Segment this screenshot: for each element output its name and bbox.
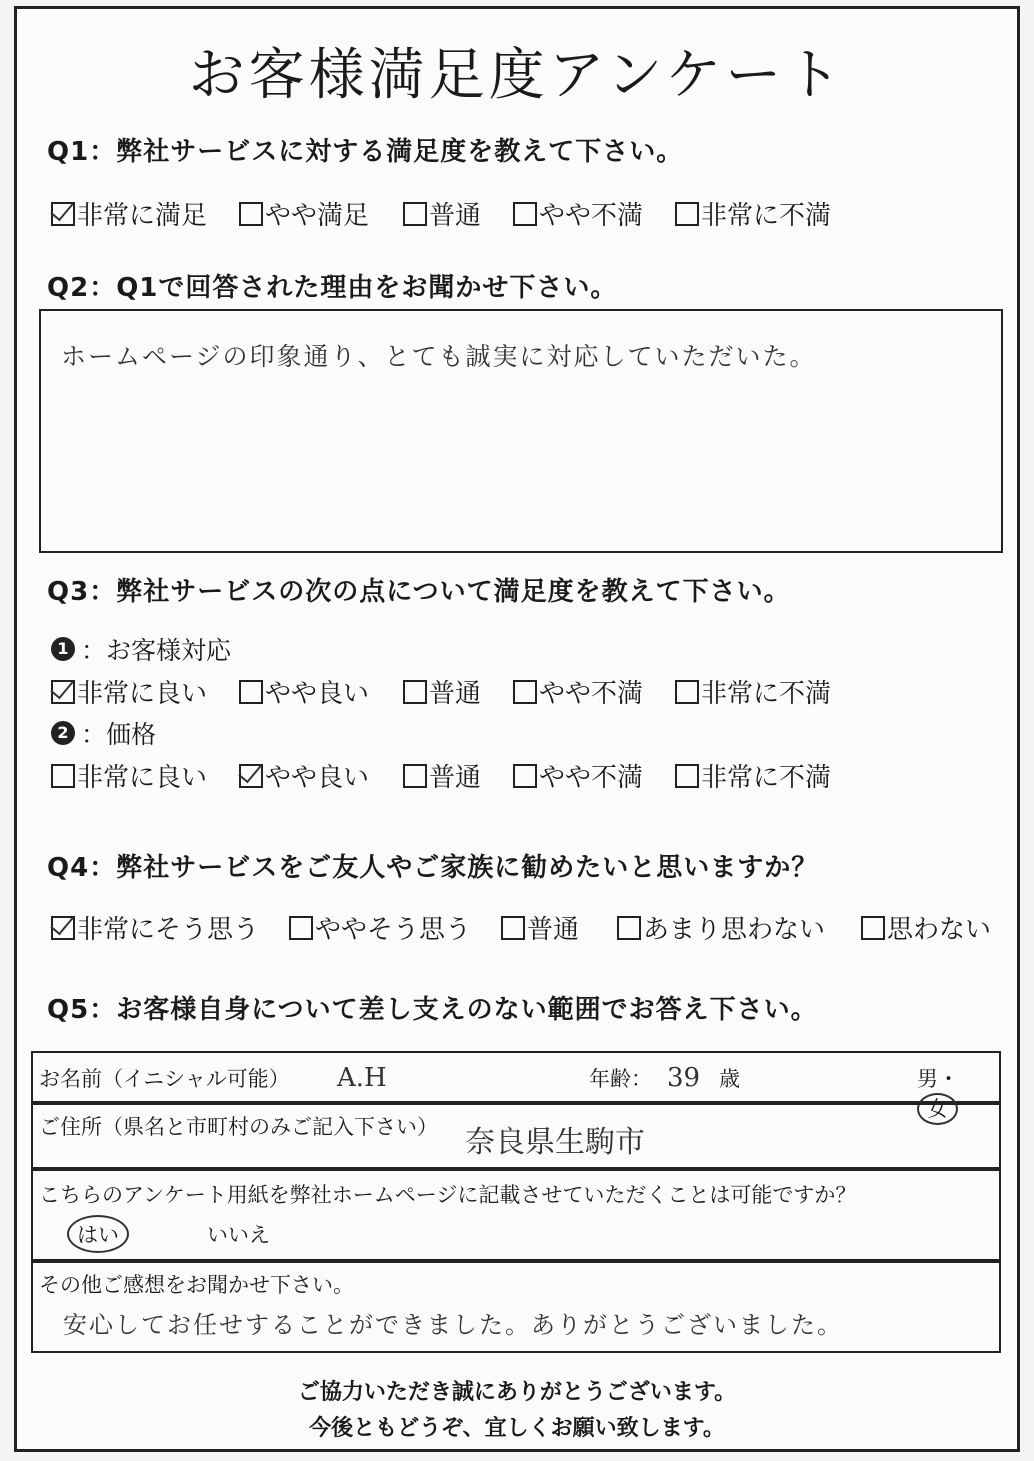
- q1-option-somewhat-satisfied[interactable]: やや満足: [239, 195, 403, 232]
- q1-option-very-dissatisfied[interactable]: 非常に不満: [675, 195, 831, 232]
- checkbox[interactable]: [403, 680, 427, 704]
- q3-item1-option-somewhat-good[interactable]: やや良い: [239, 673, 403, 710]
- age-unit: 歳: [719, 1067, 740, 1091]
- checkbox[interactable]: [239, 680, 263, 704]
- number-badge-1: 1: [51, 637, 75, 661]
- q3-item1-option-neutral[interactable]: 普通: [403, 673, 513, 710]
- checkbox[interactable]: [675, 680, 699, 704]
- q4-option-not-really[interactable]: あまり思わない: [617, 909, 861, 946]
- q1-option-somewhat-dissatisfied[interactable]: やや不満: [513, 195, 675, 232]
- checkbox[interactable]: [675, 764, 699, 788]
- q1-option-very-satisfied[interactable]: 非常に満足: [51, 195, 239, 232]
- address-label: ご住所（県名と市町村のみご記入下さい）: [39, 1115, 438, 1139]
- age-label: 年齢：: [589, 1067, 652, 1091]
- q4-option-strongly-agree[interactable]: 非常にそう思う: [51, 909, 289, 946]
- q4-options: [51, 909, 1007, 946]
- footer-line-2: 今後ともどうぞ、宜しくお願い致します。: [309, 1416, 725, 1441]
- q3-item2-option-neutral[interactable]: 普通: [403, 757, 513, 794]
- permission-yes-circled[interactable]: はい: [67, 1215, 129, 1253]
- q2-answer-text: ホームページの印象通り、とても誠実に対応していただいた。: [61, 342, 817, 371]
- q1-options: [51, 195, 1007, 232]
- q3-item1-options: [51, 673, 1007, 710]
- q3-item1-option-very-dissatisfied[interactable]: 非常に不満: [675, 673, 831, 710]
- q4-option-neutral[interactable]: 普通: [501, 909, 617, 946]
- gender-female-circled[interactable]: 女: [917, 1093, 958, 1125]
- q3-item2-option-very-dissatisfied[interactable]: 非常に不満: [675, 757, 831, 794]
- footer-line-1: ご協力いただき誠にありがとうございます。: [297, 1380, 737, 1405]
- checkbox-checked[interactable]: [239, 764, 263, 788]
- checkbox[interactable]: [289, 916, 313, 940]
- name-row[interactable]: [31, 1051, 1001, 1121]
- address-value: 奈良県生駒市: [465, 1125, 645, 1160]
- q3-item1-heading: 1 ：お客様対応: [51, 631, 231, 667]
- page-title: お客様満足度アンケート: [188, 43, 846, 108]
- q1-question: Q1：弊社サービスに対する満足度を教えて下さい。: [47, 137, 684, 167]
- q2-answer-box[interactable]: [39, 309, 1003, 553]
- q3-question: Q3：弊社サービスの次の点について満足度を教えて下さい。: [47, 577, 791, 607]
- permission-question: こちらのアンケート用紙を弊社ホームページに記載させていただくことは可能ですか？: [39, 1183, 857, 1207]
- checkbox-checked[interactable]: [51, 680, 75, 704]
- checkbox[interactable]: [675, 202, 699, 226]
- q3-item1-option-very-good[interactable]: 非常に良い: [51, 673, 239, 710]
- checkbox[interactable]: [403, 202, 427, 226]
- q3-item2-heading: 2 ：価格: [51, 715, 156, 751]
- checkbox[interactable]: [513, 764, 537, 788]
- q5-question: Q5：お客様自身について差し支えのない範囲でお答え下さい。: [47, 995, 818, 1025]
- q4-question: Q4：弊社サービスをご友人やご家族に勧めたいと思いますか？: [47, 853, 819, 883]
- q2-question: Q2：Q1で回答された理由をお聞かせ下さい。: [47, 273, 618, 303]
- q3-item1-option-somewhat-dissatisfied[interactable]: やや不満: [513, 673, 675, 710]
- survey-sheet: [14, 6, 1020, 1452]
- q3-item2-options: [51, 757, 1007, 794]
- q1-option-neutral[interactable]: 普通: [403, 195, 513, 232]
- checkbox[interactable]: [51, 764, 75, 788]
- checkbox[interactable]: [513, 202, 537, 226]
- q3-item2-option-somewhat-dissatisfied[interactable]: やや不満: [513, 757, 675, 794]
- permission-row[interactable]: [31, 1169, 1001, 1261]
- q4-option-disagree[interactable]: 思わない: [861, 909, 991, 946]
- comments-value: 安心してお任せすることができました。ありがとうございました。: [63, 1311, 843, 1339]
- checkbox[interactable]: [861, 916, 885, 940]
- gender-separator: ・: [938, 1067, 959, 1091]
- number-badge-2: 2: [51, 721, 75, 745]
- address-row[interactable]: [31, 1103, 1001, 1169]
- checkbox[interactable]: [617, 916, 641, 940]
- checkbox-checked[interactable]: [51, 916, 75, 940]
- q4-option-somewhat-agree[interactable]: ややそう思う: [289, 909, 501, 946]
- comments-label: その他ご感想をお聞かせ下さい。: [39, 1273, 354, 1297]
- checkbox-checked[interactable]: [51, 202, 75, 226]
- checkbox[interactable]: [403, 764, 427, 788]
- checkbox[interactable]: [239, 202, 263, 226]
- name-label: お名前（イニシャル可能）: [39, 1067, 290, 1091]
- name-value: A.H: [337, 1063, 387, 1093]
- permission-no[interactable]: いいえ: [207, 1223, 270, 1247]
- gender-male[interactable]: 男: [917, 1067, 938, 1091]
- checkbox[interactable]: [501, 916, 525, 940]
- q3-item2-option-very-good[interactable]: 非常に良い: [51, 757, 239, 794]
- comments-row[interactable]: [31, 1261, 1001, 1353]
- age-value: 39: [667, 1063, 701, 1093]
- q3-item2-option-somewhat-good[interactable]: やや良い: [239, 757, 403, 794]
- checkbox[interactable]: [513, 680, 537, 704]
